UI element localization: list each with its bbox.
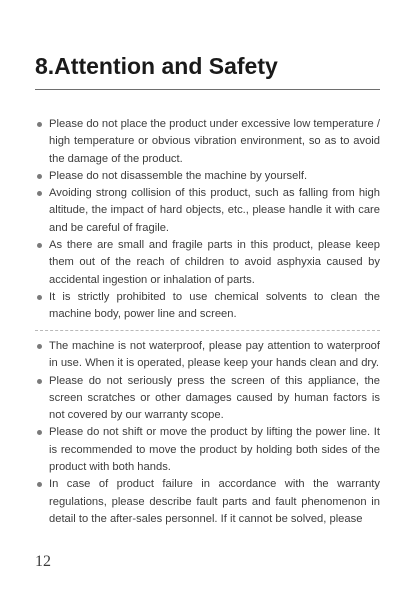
bullet-dot-icon bbox=[37, 174, 42, 179]
list-item-text: Please do not place the product under excessive low temperature / high temperature or obvious vibration environment, so as to avoid the damage of the product. bbox=[49, 118, 380, 165]
list-item bbox=[35, 116, 380, 168]
bullet-dot-icon bbox=[37, 379, 42, 384]
list-item-text: In case of product failure in accordance with the warranty regulations, please describe fault parts and fault phenomenon in detail to the after-sales personnel. If it cannot be solved, please bbox=[49, 478, 380, 525]
list-item-text: Avoiding strong collision of this product, such as falling from high altitude, the impact of hard objects, etc., please handle it with care and be careful of fragile. bbox=[49, 187, 380, 234]
list-item bbox=[35, 185, 380, 237]
bullet-dot-icon bbox=[37, 243, 42, 248]
list-item-text: Please do not seriously press the screen of this appliance, the screen scratches or other damages caused by human factors is not covered by our warranty scope. bbox=[49, 374, 380, 422]
list-item bbox=[35, 338, 380, 373]
list-item bbox=[35, 289, 380, 324]
list-item bbox=[35, 373, 380, 425]
title-underline bbox=[35, 89, 380, 90]
bullet-dot-icon bbox=[37, 191, 42, 196]
list-item-text: Please do not shift or move the product by lifting the power line. It is recommended to move the product by holding both sides of the product with both hands. bbox=[49, 426, 380, 474]
list-item-text: It is strictly prohibited to use chemical solvents to clean the machine body, power line and screen. bbox=[49, 290, 380, 321]
page-number: 12 bbox=[35, 553, 51, 570]
bullet-dot-icon bbox=[37, 295, 42, 300]
bullet-dot-icon bbox=[37, 482, 42, 487]
section-title: 8.Attention and Safety bbox=[35, 53, 278, 79]
safety-list-secondary bbox=[35, 338, 380, 528]
bullet-dot-icon bbox=[37, 430, 42, 435]
list-item bbox=[35, 168, 380, 185]
list-item-text: The machine is not waterproof, please pay attention to waterproof in use. When it is operated, please keep your hands clean and dry. bbox=[49, 340, 380, 370]
bullet-dot-icon bbox=[37, 344, 42, 349]
list-item bbox=[35, 424, 380, 476]
list-item-text: Please do not disassemble the machine by yourself. bbox=[49, 169, 308, 182]
list-item bbox=[35, 476, 380, 528]
bullet-dot-icon bbox=[37, 122, 42, 127]
list-item-text: As there are small and fragile parts in this product, please keep them out of the reach of children to avoid asphyxia caused by accidental ingestion or inhalation of parts. bbox=[49, 239, 380, 286]
safety-list-primary bbox=[35, 116, 380, 324]
list-item bbox=[35, 237, 380, 289]
dotted-divider bbox=[35, 330, 380, 331]
